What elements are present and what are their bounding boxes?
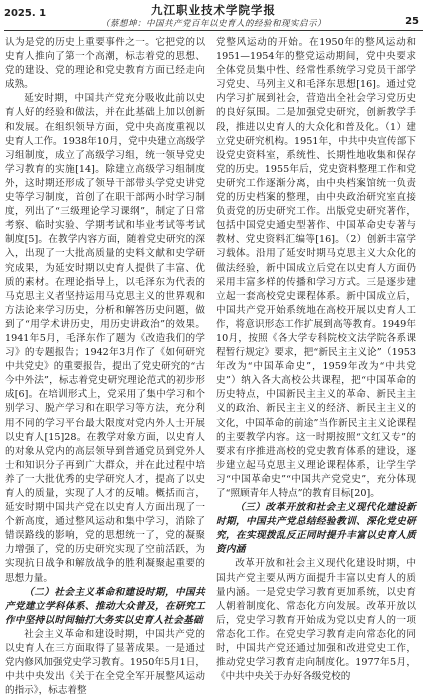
issue-label: 2025. 1 [4,8,47,19]
section-heading-2: （二）社会主义革命和建设时期，中国共产党建立学科体系、推动大众普及，在研究工作中坚持以时间轴打大务实以史育人社会基础 [5,586,205,626]
page-header [0,2,427,29]
paragraph-rectification: 党整风运动的开始。在1950年的整风运动和1951—1954年的整党运动期间，党中央要求全体党员集中性、经常性系统学习党员干部学习党史、马列主义和毛泽东思想[16]。通过党内学习扩展到社会，营造出全社会学习党历史的良好氛围。二是加强党史研究，创新教学手段，推进以史育人的大众化和普及化。（1）建立党史研究机构。1951年，中共中央宣传部下设党史资料室，系统性、长期性地收集和保存党的历史。1955年后，党史资料整理工作和党史研究工作逐渐分离，由中央档案馆统一负责党的历史档案的整理，由中央政治研究室直接负责党的历史研究工作。出版党史研究著作，包括中国党史通史型著作、中国革命史专著与教材、党史资料汇编等[16]。（2）创新丰富学习载体。沿用了延安时期马克思主义大众化的做法经验，新中国成立后党在以史育人方面仍采用丰富多样的传播和学习方式。三是逐步建立起一套高校党史课程体系。新中国成立后，中国共产党开始系统地在高校开展以史育人工作，将意识形态工作扩展到高等教育。1949年10月，按照《各大学专科院校文法学院各系课程暂行规定》要求，把“新民主主义论”（1953年改为“中国革命史”，1959年改为“中共党史”）纳入各大高校公共课程，把“中国革命的历史特点，中国新民主主义的革命、新民主主义的政治、新民主主义的经济、新民主主义的文化，中国革命的前途”当作新民主主义论课程的主要教学内容。这一时期按照“文红又专”的要求有序推进高校的党史教育体系的建设，逐步建立起马克思主义理论课程体系，让学生学习“中国革命史”“中国共产党党史”，充分体现了“照顾青年人特点”的教育目标[20]。 [216,37,416,499]
page-number: 25 [405,16,419,27]
paragraph-continuation: 认为是党的历史上重要事件之一。它把党的以史育人推向了第一个高潮，标志着党的思想、党的建设、党的理论和党史教育方面已经走向成熟。 [5,37,205,91]
right-column [216,36,416,683]
header-divider [4,30,423,31]
paragraph-reform-period: 改革开放和社会主义现代化建设时期，中国共产党主要从两方面提升丰富以史育人的质量内涵。一是党史学习教育更加系统，以史育人朝着制度化、常态化方向发展。改革开放以后，党史学习教育开始成为党以史育人的一项常态化工作。在党史学习教育走向常态化的同时，中国共产党还通过加强和改进党史工作，推动党史学习教育走向制度化。1977年5月，《中共中央关于办好各级党校的 [216,558,416,683]
article-running-title: （蔡想坤：中国共产党百年以史育人的经验和现实启示） [100,19,326,29]
paragraph-yanan-period: 延安时期，中国共产党充分吸收此前以史育人好的经验和做法，并在此基础上加以创新和发展。在组织领导方面，党中央高度重视以史育人工作。1938年10月，党中央建立高级学习组制度，成立了高级学习组，统一领导党史学习教育的实施[14]。除建立高级学习组制度外，这时期还形成了领导干部带头学党史讲党史等学习制度，首创了在职干部两小时学习制度，列出了“三级理论学习课纲”，制定了日常考察、临时实验、学期考试和毕业考试等考试制度[5]。在教学内容方面，随着党史研究的深入，出现了一大批高质量的史料文献和史学研究成果，为延安时期以史育人提供了丰富、优质的素材。在理论指导上，以毛泽东为代表的马克思主义者坚持运用马克思主义的世界观和方法论来学习历史，分析和解答历史问题，做到了“用学术讲历史，用历史讲政治”的效果。1941年5月，毛泽东作了题为《改造我们的学习》的专题报告；1942年3月作了《如何研究中共党史》的重要报告，提出了党史研究的“古今中外法”，标志着党史研究理论范式的初步形成[6]。在培训形式上，党采用了集中学习和个别学习、脱产学习和在职学习等方法，充分利用不同的学习平台最大限度对党内外人士开展以史育人[15]28。在教学对象方面，以史育人的对象从党内的高层领导到普通党员到党外人士和知识分子再到广大群众，并在此过程中培养了一大批优秀的史学研究人才，提高了以史育人的质量，实现了人才的反哺。概括而言，延安时期中国共产党在以史育人方面出现了一个新高度，通过整风运动和集中学习，消除了错误路线的影响，党的思想统一了，党的凝聚力增强了，党的历史研究实现了空前活跃，为实现抗日战争和解放战争的胜利凝聚起重要的思想力量。 [5,93,205,584]
paragraph-socialist-period: 社会主义革命和建设时期，中国共产党的以史育人在三方面取得了显著成果。一是通过党内修风加强党史学习教育。1950年5月1日，中共中央发出《关于在全党全军开展整风运动的指示》，标志着整 [5,628,205,697]
journal-title: 九江职业技术学院学报 [151,3,276,17]
left-column [5,36,205,697]
section-heading-3: （三）改革开放和社会主义现代化建设新时期，中国共产党总结经验教训、深化党史研究，在实现拨乱反正同时提升丰富以史育人质资内涵 [216,502,416,556]
